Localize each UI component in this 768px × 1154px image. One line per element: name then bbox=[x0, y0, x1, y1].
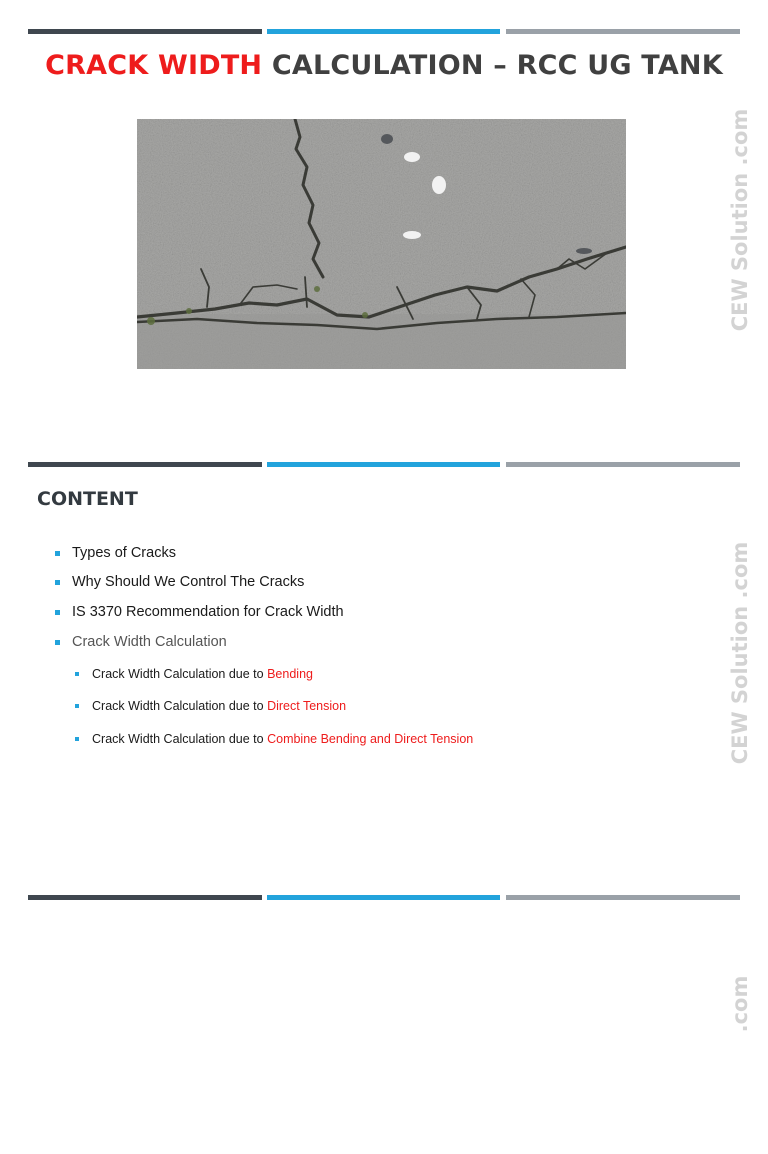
bullet-icon bbox=[55, 551, 60, 556]
watermark-2: CEW Solution .com bbox=[728, 541, 752, 765]
content-heading: CONTENT bbox=[37, 488, 138, 510]
header-bar-blue-3 bbox=[267, 895, 500, 900]
header-bar-blue-1 bbox=[267, 29, 500, 34]
concrete-crack-photo bbox=[137, 119, 626, 369]
bullet-icon bbox=[75, 704, 79, 708]
header-bar-gray-1 bbox=[506, 29, 740, 34]
highlight-combined: Combine Bending and Direct Tension bbox=[267, 732, 474, 746]
header-bar-dark-2 bbox=[28, 462, 262, 467]
bullet-icon bbox=[55, 640, 60, 645]
bullet-icon bbox=[55, 580, 60, 585]
crack-illustration bbox=[137, 119, 626, 369]
header-bar-blue-2 bbox=[267, 462, 500, 467]
header-bar-gray-3 bbox=[506, 895, 740, 900]
slide-title bbox=[0, 50, 768, 81]
header-bar-dark-3 bbox=[28, 895, 262, 900]
highlight-bending: Bending bbox=[267, 667, 313, 681]
watermark-3-partial: .com bbox=[728, 975, 752, 1033]
header-bar-gray-2 bbox=[506, 462, 740, 467]
slide-title-rest: CALCULATION – RCC UG TANK bbox=[262, 50, 723, 81]
watermark-1: CEW Solution .com bbox=[728, 108, 752, 332]
bullet-icon bbox=[75, 737, 79, 741]
header-bar-dark-1 bbox=[28, 29, 262, 34]
slide-title-highlight: CRACK WIDTH bbox=[45, 50, 263, 81]
bullet-icon bbox=[75, 672, 79, 676]
highlight-direct-tension: Direct Tension bbox=[267, 699, 347, 713]
bullet-icon bbox=[55, 610, 60, 615]
